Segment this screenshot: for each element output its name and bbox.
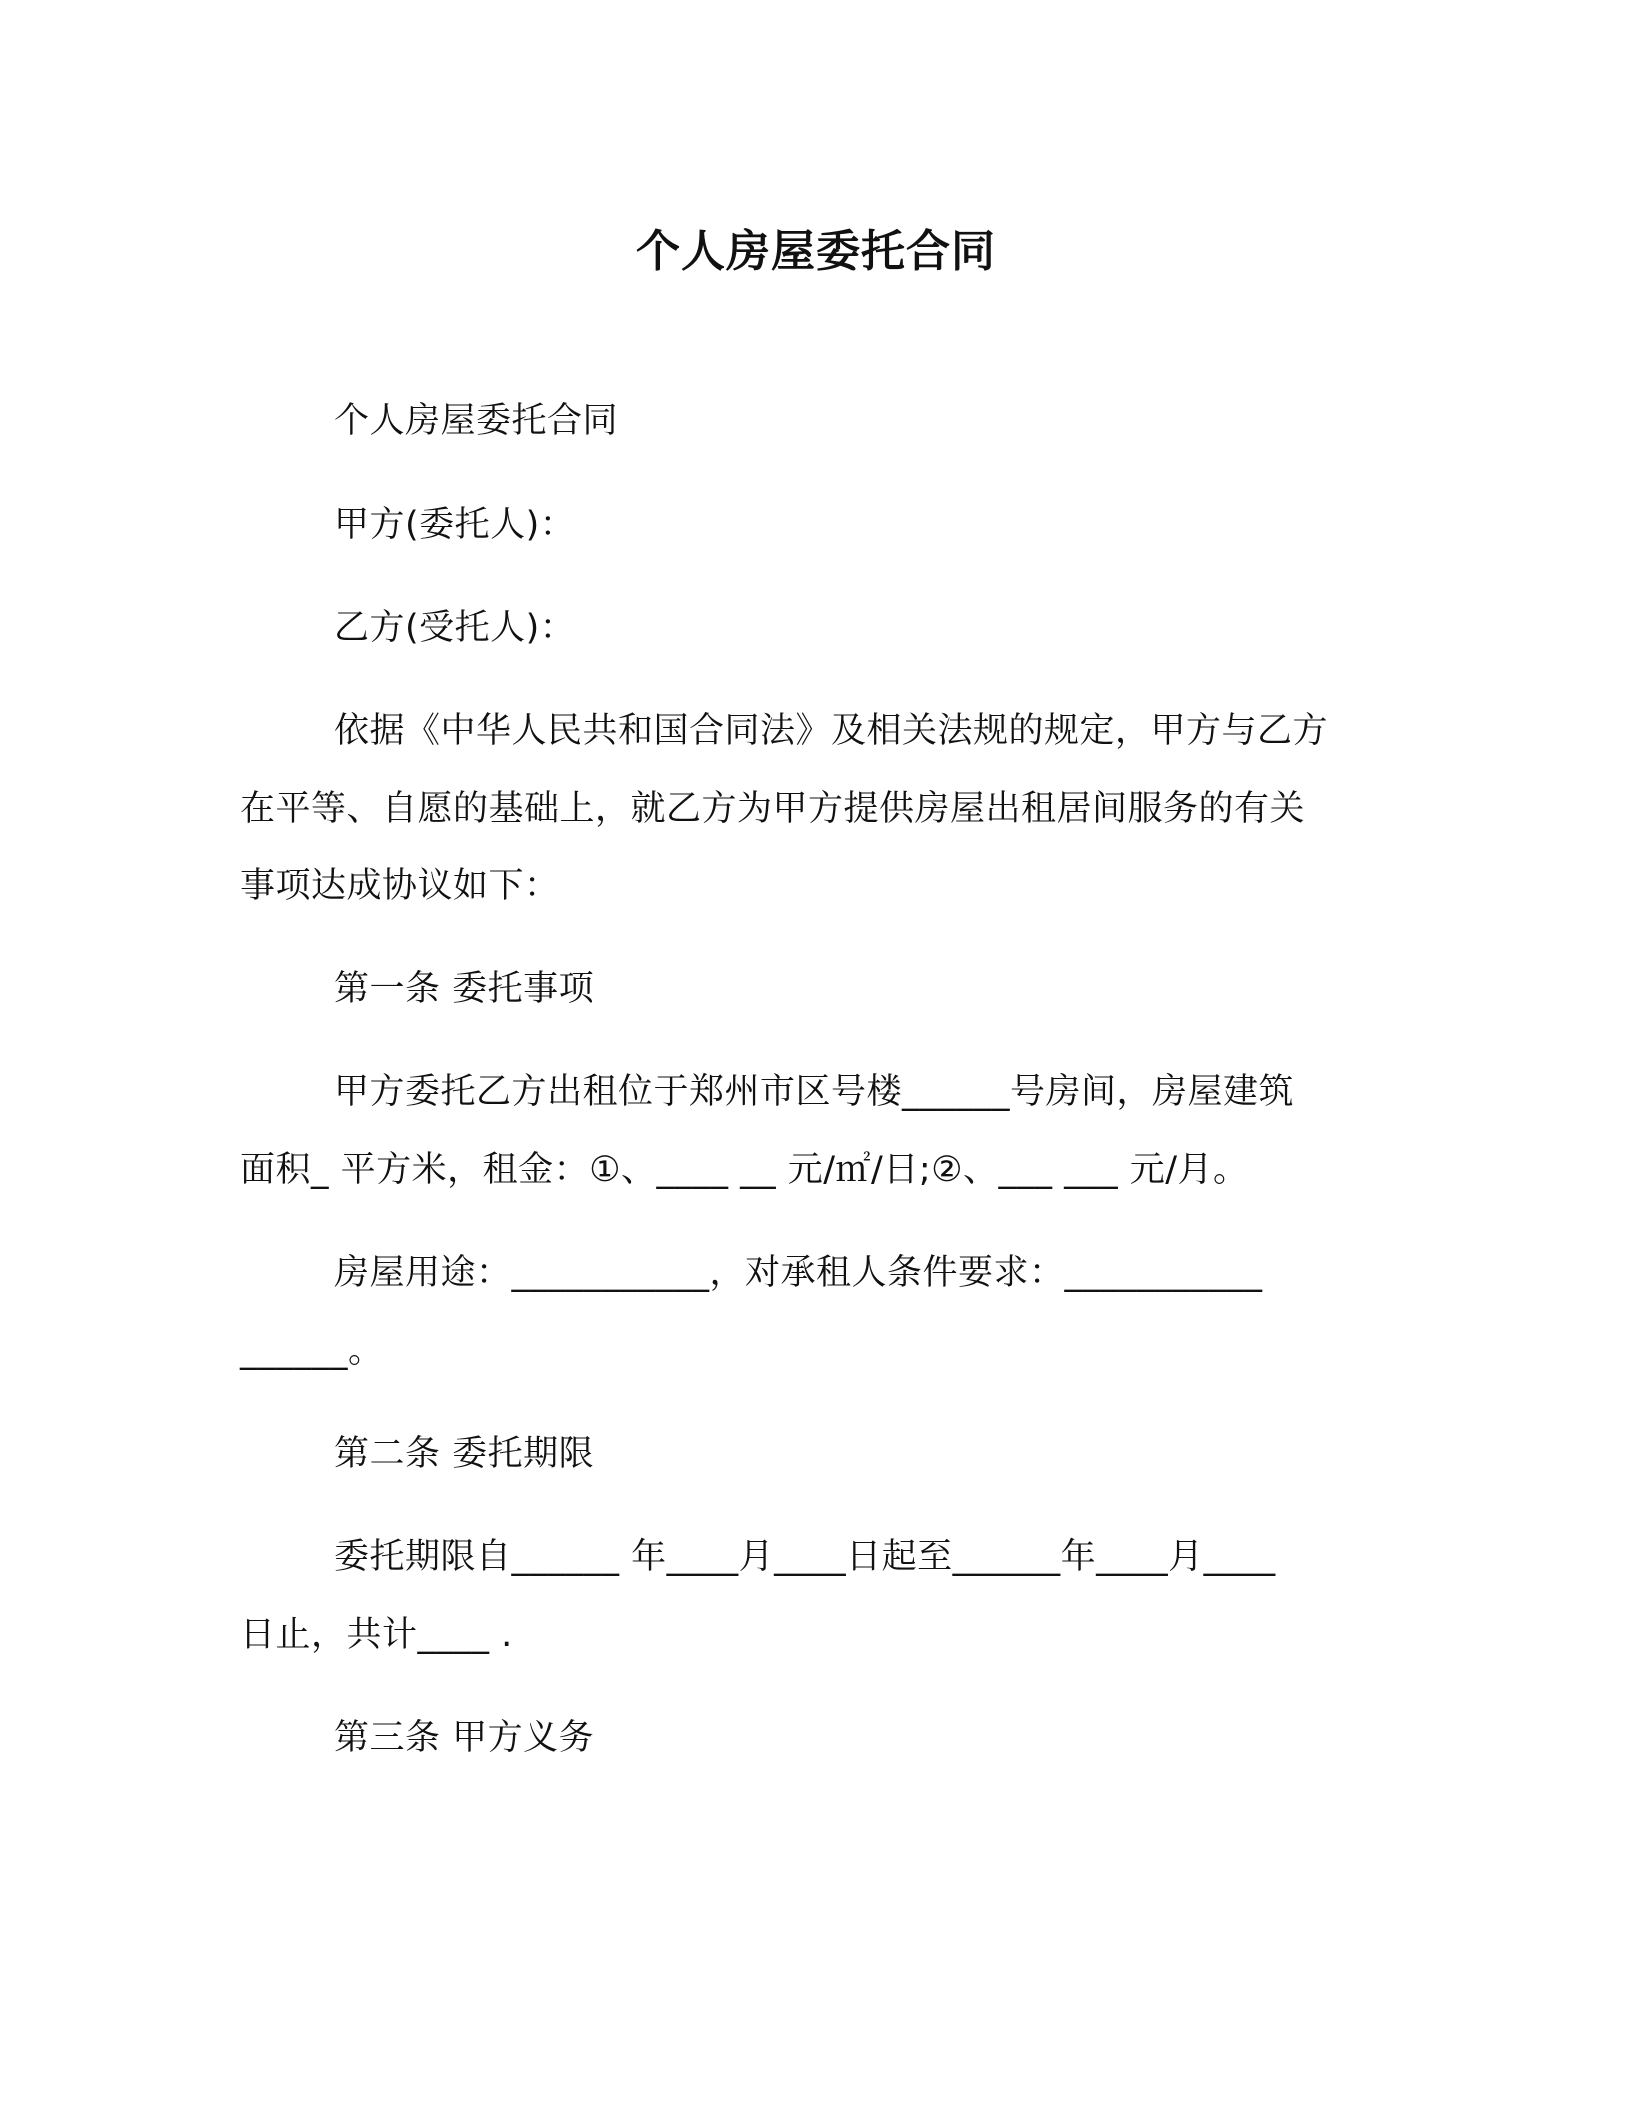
preamble-line-1: 依据《中华人民共和国合同法》及相关法规的规定，甲方与乙方 — [334, 711, 1329, 751]
article-2-line-1: 委托期限自______ 年____月____日起至______年____月____ — [334, 1537, 1276, 1577]
article-1-line-2: 面积_ 平方米，租金：①、____ __ 元/㎡/日;②、___ ___ 元/月。 — [240, 1150, 1249, 1190]
document-title: 个人房屋委托合同 — [636, 226, 996, 277]
article-2-line-2: 日止，共计____ . — [240, 1615, 513, 1655]
party-b-line: 乙方(受托人)： — [334, 608, 576, 648]
article-3-heading: 第三条 甲方义务 — [334, 1718, 595, 1758]
preamble-line-2: 在平等、自愿的基础上，就乙方为甲方提供房屋出租居间服务的有关 — [240, 789, 1306, 829]
article-1-line-3: 房屋用途：___________，对承租人条件要求：___________ — [334, 1253, 1263, 1293]
party-a-line: 甲方(委托人)： — [334, 505, 576, 545]
subtitle-line: 个人房屋委托合同 — [334, 401, 619, 441]
article-1-line-1: 甲方委托乙方出租位于郑州市区号楼______号房间，房屋建筑 — [334, 1072, 1295, 1112]
preamble-line-3: 事项达成协议如下： — [240, 866, 560, 906]
article-1-line-4: ______。 — [240, 1331, 384, 1371]
article-2-heading: 第二条 委托期限 — [334, 1434, 595, 1474]
article-1-heading: 第一条 委托事项 — [334, 969, 595, 1009]
